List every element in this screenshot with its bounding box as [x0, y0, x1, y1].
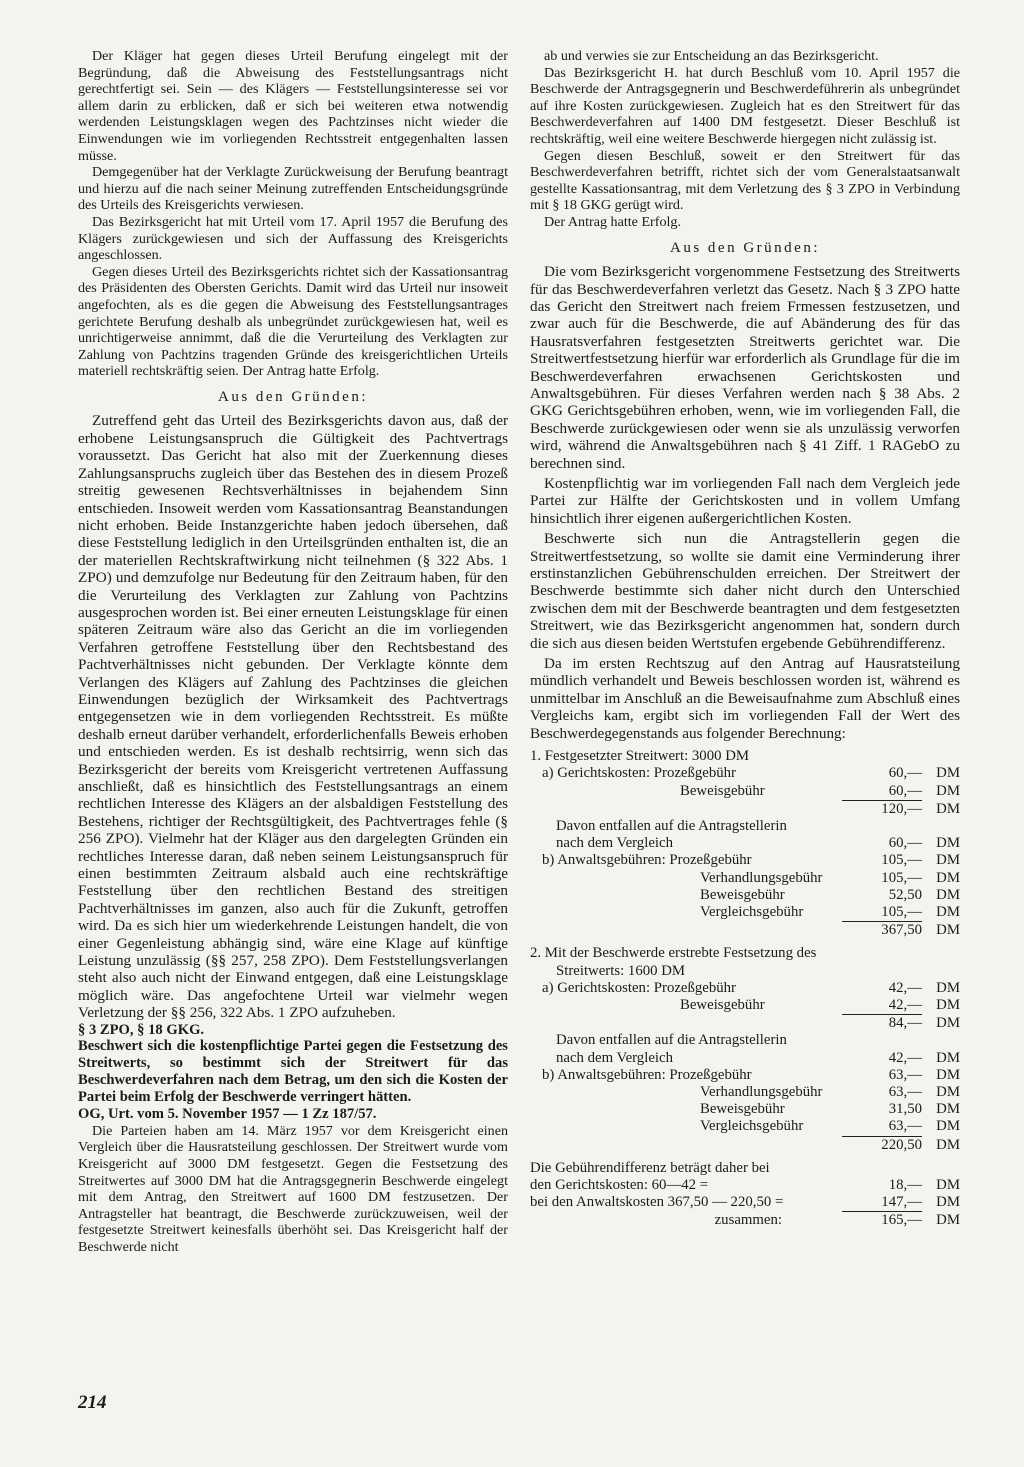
- paragraph: Gegen dieses Urteil des Bezirksgerichts richtet sich der Kassationsantrag des Präsidenten des Obersten Gerichts. Damit wird das Urteil nur insoweit angefochten, als es die gegen die Abweisung des Feststellungsantrages gerichtete Berufung deshalb als unbegründet zurückgewiesen hat, weil es unrichtigerweise annimmt, daß die die Verurteilung des Verklagten zur Zahlung von Pachtzins tragenden Gründe des kreisgerichtlichen Urteils materiell rechtskräftig seien. Der Antrag hatte Erfolg.: [78, 263, 508, 380]
- calc-row: den Gerichtskosten: 60—42 = 18,— DM: [530, 1176, 960, 1193]
- paragraph: Der Kläger hat gegen dieses Urteil Berufung eingelegt mit der Begründung, daß die Abweisung des Feststellungsantrags nicht gerechtfertigt sei. Sein — des Klägers — Feststellungsinteresse sei vor allem darin zu erblicken, daß er sich bei weiteren etwa notwendig werdenden Leistungsklagen wegen des Pachtzinses nicht wieder die Einwendungen wie im vorliegenden Rechtsstreit entgegenhalten lassen müsse.: [78, 48, 508, 164]
- calc-row: b) Anwaltsgebühren: Prozeßgebühr 63,— DM: [542, 1066, 960, 1083]
- fee-calculation: [530, 748, 960, 1229]
- paragraph: Die vom Bezirksgericht vorgenommene Festsetzung des Streitwerts für das Beschwerdeverfahren verletzt das Gesetz. Nach § 3 ZPO hatte das Gericht den Streitwert nach freiem Frmessen festzusetzen, und zwar auch für die Beschwerde, die auf Abänderung des für das Hausratsverfahren festgesetzten Streitwerts gerichtet war. Die Streitwertfestsetzung hierfür war erforderlich als Grundlage für die im Beschwerdeverfahren erwachsenen Gerichtskosten und Anwaltsgebühren. Für dieses Verfahren werden nach § 38 Abs. 2 GKG Gerichtsgebühren erhoben, wenn, wie im vorliegenden Fall, die Beschwerde zurückgewiesen oder wenn sie als unzulässig verworfen wird, während die Anwaltsgebühren nach § 41 Ziff. 1 RAGebO zu berechnen sind.: [530, 263, 960, 472]
- calc-row: nach dem Vergleich 42,— DM: [556, 1049, 960, 1066]
- paragraph: Kostenpflichtig war im vorliegenden Fall nach dem Vergleich jede Partei zur Hälfte der Gerichtskosten und in vollem Umfang hinsichtlich ihrer eigenen außergerichtlichen Kosten.: [530, 475, 960, 527]
- calc-row: a) Gerichtskosten: Prozeßgebühr 42,— DM: [542, 979, 960, 996]
- section-heading: Aus den Gründen:: [670, 239, 820, 256]
- calc-subtotal: 367,50 DM: [530, 921, 960, 939]
- calc-row: Beweisgebühr 52,50 DM: [700, 886, 960, 903]
- calc-row: nach dem Vergleich 60,— DM: [556, 835, 960, 852]
- paragraph: Der Antrag hatte Erfolg.: [544, 213, 681, 230]
- calc-subtotal: 120,— DM: [530, 800, 960, 818]
- calc-note: Davon entfallen auf die Antragstellerin: [556, 1032, 787, 1049]
- paragraph: ab und verwies sie zur Entscheidung an das Bezirksgericht.: [544, 48, 879, 64]
- calc-note: Davon entfallen auf die Antragstellerin: [556, 817, 787, 834]
- calc-total: zusammen: 165,— DM: [714, 1212, 960, 1229]
- law-reference: § 3 ZPO, § 18 GKG.: [78, 1021, 205, 1038]
- paragraph: Das Bezirksgericht hat mit Urteil vom 17. April 1957 die Berufung des Klägers zurückgewiesen und sich der Auffassung des Kreisgerichts angeschlossen.: [78, 213, 508, 264]
- calc-difference: Die Gebührendifferenz beträgt daher bei: [530, 1159, 770, 1176]
- calc-step-1: 1. Festgesetzter Streitwert: 3000 DM: [530, 748, 750, 765]
- left-column: [78, 48, 508, 1256]
- right-column: [530, 48, 960, 1256]
- paragraph: Zutreffend geht das Urteil des Bezirksgerichts davon aus, daß der erhobene Leistungsanspruch die Gültigkeit des Pachtvertrags voraussetzt. Das Gericht hat also mit der Zuerkennung dieses Zahlungsanspruchs zugleich über das Bestehen des in diesem Prozeß streitig gewesenen Rechtsverhältnisses in bejahendem Sinn entschieden. Insoweit werden vom Kassationsantrag Beanstandungen nicht erhoben. Beide Instanzgerichte haben jedoch übersehen, daß diese Feststellung lediglich in den Urteilsgründen enthalten ist, die an der materiellen Rechtskraftwirkung nicht teilnehmen (§ 322 Abs. 1 ZPO) und demzufolge nur Bedeutung für den Zeitraum haben, für den die Verurteilung des Verklagten zur Zahlung von Pachtzins ausgesprochen worden ist. Bei einer erneuten Leistungsklage für einen späteren Zeitraum wäre also das Gericht an die im vorliegenden Verfahren getroffene Feststellung über den Rechtsbestand des Pachtverhältnisses nicht gebunden. Der Verklagte könnte dem Verlangen des Klägers auf Zahlung des Pachtzinses die gleichen Einwendungen bezüglich der Wirksamkeit des Pachtvertrags entgegensetzen wie in dem vorliegenden Rechtsstreit. Es müßte deshalb erneut darüber verhandelt, erforderlichenfalls Beweis erhoben und entschieden werden. Es ist deshalb rechtsirrig, wenn sich das Bezirksgericht der bereits vom Kreisgericht vertretenen Auffassung anschließt, daß es hinsichtlich des Feststellungsantrags an einem rechtlichen Interesse des Klägers an der alsbaldigen Feststellung des Bestehens, richtiger der Rechtsgültigkeit, des Pachtvertrages fehle (§ 256 ZPO). Vielmehr hat der Kläger aus den dargelegten Gründen ein rechtliches Interesse daran, daß neben seinem Leistungsanspruch für einen bestimmten Zeitraum alsbald auch eine rechtskräftige Feststellung über den rechtlichen Bestand des streitigen Pachtverhältnisses im ganzen, also auch für die Zukunft, getroffen wird. Da es sich hier um wiederkehrende Leistungen handelt, die von einer Gegenleistung abhängig sind, wäre eine Klage auf künftige Leistung unzulässig (§§ 257, 258 ZPO). Dem Feststellungsverlangen steht also auch nicht der Einwand entgegen, daß eine Leistungsklage möglich wäre. Das angefochtene Urteil war vielmehr wegen Verletzung der §§ 256, 322 Abs. 1 ZPO aufzuheben.: [78, 412, 508, 1022]
- calc-row: Vergleichsgebühr 105,— DM: [700, 903, 960, 920]
- paragraph: Beschwerte sich nun die Antragstellerin gegen die Streitwertfestsetzung, so wollte sie damit eine Verminderung ihrer erstinstanzlichen Gebührenschulden erreichen. Der Streitwert der Beschwerde bestimmte sich daher nicht durch den Unterschied zwischen dem mit der Beschwerde beantragten und dem festgesetzten Streitwert, wie das Bezirksgericht angenommen hat, sondern durch die sich aus diesen beiden Wertstufen ergebende Gebührendifferenz.: [530, 530, 960, 652]
- calc-step-2: 2. Mit der Beschwerde erstrebte Festsetzung des: [530, 945, 817, 962]
- section-heading: Aus den Gründen:: [218, 388, 368, 405]
- calc-row: Verhandlungsgebühr 63,— DM: [700, 1083, 960, 1100]
- headnote: Beschwert sich die kostenpflichtige Partei gegen die Festsetzung des Streitwerts, so bestimmt sich der Streitwert für das Beschwerdeverfahren nach dem Betrag, um den sich die Kosten der Partei beim Erfolg der Beschwerde verringert hätten.: [78, 1038, 508, 1106]
- calc-row: a) Gerichtskosten: Prozeßgebühr 60,— DM: [542, 765, 960, 782]
- two-column-layout: [78, 48, 968, 1256]
- paragraph: Da im ersten Rechtszug auf den Antrag auf Hausratsteilung mündlich verhandelt und Beweis beschlossen worden ist, während es unmittelbar im Anschluß an die Beweisaufnahme zum Abschluß eines Vergleichs kam, ergibt sich im vorliegenden Fall der Wert des Beschwerdegegenstands aus folgender Berechnung:: [530, 655, 960, 742]
- paragraph: Die Parteien haben am 14. März 1957 vor dem Kreisgericht einen Vergleich über die Hausratsteilung geschlossen. Der Streitwert wurde vom Kreisgericht auf 3000 DM festgesetzt. Gegen die Festsetzung des Streitwertes auf 3000 DM hat die Antragsgegnerin Beschwerde eingelegt mit dem Antrag, den Streitwert auf 1600 DM festzusetzen. Der Antragsteller hat beantragt, die Beschwerde zurückzuweisen, weil der festgesetzte Streitwert keinesfalls überhöht sei. Das Kreisgericht half der Beschwerde nicht: [78, 1122, 508, 1256]
- calc-row: b) Anwaltsgebühren: Prozeßgebühr 105,— DM: [542, 852, 960, 869]
- calc-row: Verhandlungsgebühr 105,— DM: [700, 869, 960, 886]
- calc-subtotal: 220,50 DM: [530, 1136, 960, 1154]
- calc-row: Vergleichsgebühr 63,— DM: [700, 1118, 960, 1135]
- calc-row: bei den Anwaltskosten 367,50 — 220,50 = 147,— DM: [530, 1194, 960, 1211]
- court-citation: OG, Urt. vom 5. November 1957 — 1 Zz 187/57.: [78, 1106, 377, 1123]
- paragraph: Das Bezirksgericht H. hat durch Beschluß vom 10. April 1957 die Beschwerde der Antragsgegnerin und Beschwerdeführerin als unbegründet auf ihre Kosten zurückgewiesen. Zugleich hat es den Streitwert für das Beschwerdeverfahren auf 1400 DM festgesetzt. Dieser Beschluß ist rechtskräftig, weil eine weitere Beschwerde hiergegen nicht zulässig ist.: [530, 64, 960, 147]
- page-number: 214: [78, 1392, 107, 1413]
- calc-row: Beweisgebühr 60,— DM: [680, 782, 960, 799]
- calc-row: Beweisgebühr 31,50 DM: [700, 1101, 960, 1118]
- calc-subtotal: 84,— DM: [530, 1014, 960, 1032]
- paragraph: Gegen diesen Beschluß, soweit er den Streitwert für das Beschwerdeverfahren betrifft, richtet sich der vom Generalstaatsanwalt gestellte Kassationsantrag, mit dem Verletzung des § 3 ZPO in Verbindung mit § 18 GKG gerügt wird.: [530, 147, 960, 214]
- paragraph: Demgegenüber hat der Verklagte Zurückweisung der Berufung beantragt und hierzu auf die nach seiner Meinung zutreffenden Entscheidungsgründe des Urteils des Kreisgerichts verwiesen.: [78, 164, 508, 214]
- calc-row: Beweisgebühr 42,— DM: [680, 996, 960, 1013]
- calc-step-2-cont: Streitwerts: 1600 DM: [556, 962, 686, 979]
